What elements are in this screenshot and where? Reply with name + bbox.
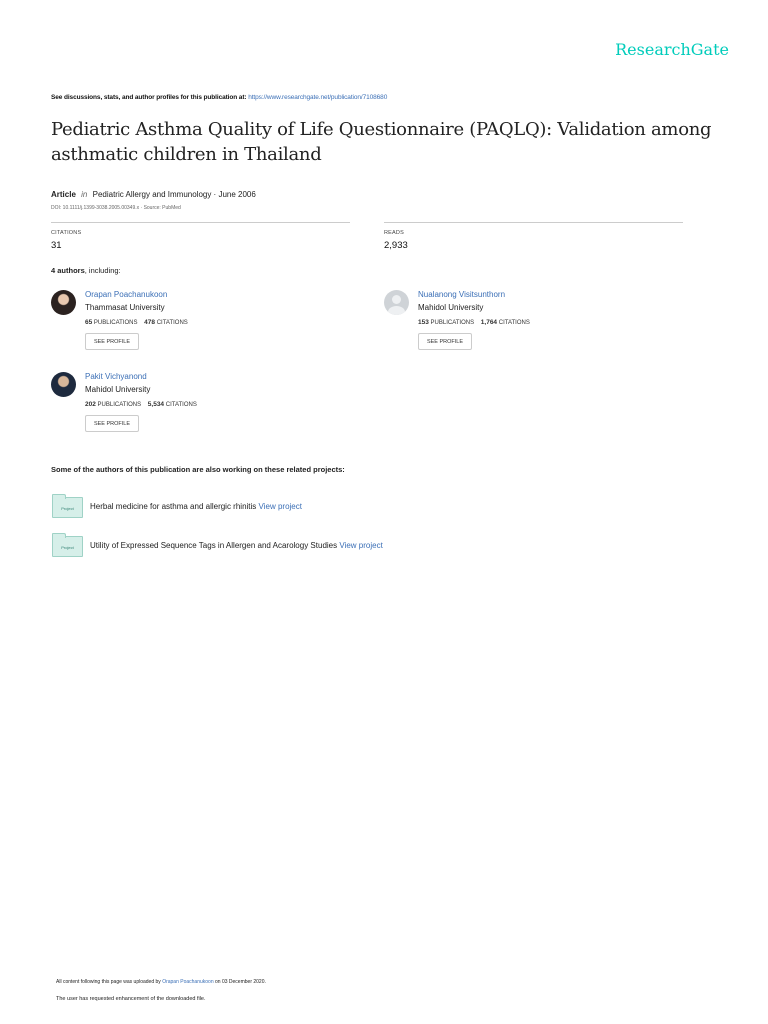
- project-folder-icon: [52, 536, 83, 557]
- project-folder-label: Project: [61, 506, 74, 511]
- publications-count: 65: [85, 319, 93, 326]
- reads-value: 2,933: [384, 240, 408, 251]
- publications-count: 153: [418, 319, 429, 326]
- view-project-link[interactable]: View project: [258, 502, 302, 511]
- citations-count: 1,764: [480, 319, 498, 326]
- article-meta: [51, 190, 256, 199]
- upload-note: [56, 979, 266, 985]
- authors-including: , including:: [84, 266, 121, 275]
- author-stats: [85, 401, 197, 408]
- project-folder-label: Project: [61, 545, 74, 550]
- see-discussions-text: See discussions, stats, and author profiles for this publication at:: [51, 94, 247, 101]
- avatar[interactable]: [51, 372, 76, 397]
- avatar[interactable]: [384, 290, 409, 315]
- author-stats: [85, 319, 188, 326]
- project-name: Utility of Expressed Sequence Tags in Allergen and Acarology Studies: [90, 541, 338, 550]
- project-folder-icon: [52, 497, 83, 518]
- citations-label: CITATIONS: [51, 230, 82, 236]
- project-name: Herbal medicine for asthma and allergic rhinitis: [90, 502, 257, 511]
- author-name-link[interactable]: Pakit Vichyanond: [85, 372, 147, 381]
- citations-word: CITATIONS: [498, 320, 530, 326]
- author-name-link[interactable]: Orapan Poachanukoon: [85, 290, 168, 299]
- article-type: Article: [51, 190, 76, 199]
- project-item: [52, 533, 652, 563]
- publications-word: PUBLICATIONS: [93, 320, 138, 326]
- author-institution: Mahidol University: [418, 303, 484, 312]
- researchgate-logo[interactable]: ResearchGate: [615, 40, 729, 59]
- uploader-link[interactable]: Orapan Poachanukoon: [162, 979, 214, 985]
- author-name-link[interactable]: Nualanong Visitsunthorn: [418, 290, 506, 299]
- publications-word: PUBLICATIONS: [97, 402, 142, 408]
- article-in: in: [81, 190, 88, 199]
- upload-prefix: All content following this page was uploaded by: [56, 979, 161, 985]
- authors-count: 4 authors: [51, 266, 85, 275]
- citations-value: 31: [51, 240, 62, 251]
- enhancement-note: The user has requested enhancement of the downloaded file.: [56, 996, 206, 1002]
- see-profile-button[interactable]: SEE PROFILE: [85, 415, 139, 432]
- publication-url-link[interactable]: https://www.researchgate.net/publication/7108680: [248, 94, 388, 101]
- citations-count: 478: [144, 319, 156, 326]
- upload-suffix: on 03 December 2020.: [215, 979, 266, 985]
- see-profile-button[interactable]: SEE PROFILE: [418, 333, 472, 350]
- view-project-link[interactable]: View project: [339, 541, 383, 550]
- article-title: Pediatric Asthma Quality of Life Questionnaire (PAQLQ): Validation among asthmatic children in Thailand: [51, 119, 712, 165]
- reads-divider: [384, 222, 683, 223]
- citations-word: CITATIONS: [156, 320, 188, 326]
- journal-date: Pediatric Allergy and Immunology · June 2006: [92, 190, 256, 199]
- author-institution: Mahidol University: [85, 385, 151, 394]
- citations-count: 5,534: [147, 401, 165, 408]
- see-profile-button[interactable]: SEE PROFILE: [85, 333, 139, 350]
- project-text: [90, 502, 302, 511]
- doi-source: DOI: 10.1111/j.1399-3038.2005.00349.x · Source: PubMed: [51, 205, 181, 211]
- related-projects-heading: Some of the authors of this publication are also working on these related projects:: [51, 465, 345, 474]
- project-item: [52, 494, 652, 524]
- see-discussions-line: [51, 94, 387, 101]
- publications-count: 202: [85, 401, 96, 408]
- author-institution: Thammasat University: [85, 303, 165, 312]
- citations-word: CITATIONS: [165, 402, 197, 408]
- authors-heading: [51, 266, 121, 275]
- publications-word: PUBLICATIONS: [430, 320, 475, 326]
- citations-divider: [51, 222, 350, 223]
- author-stats: [418, 319, 530, 326]
- avatar[interactable]: [51, 290, 76, 315]
- reads-label: READS: [384, 230, 404, 236]
- project-text: [90, 541, 383, 550]
